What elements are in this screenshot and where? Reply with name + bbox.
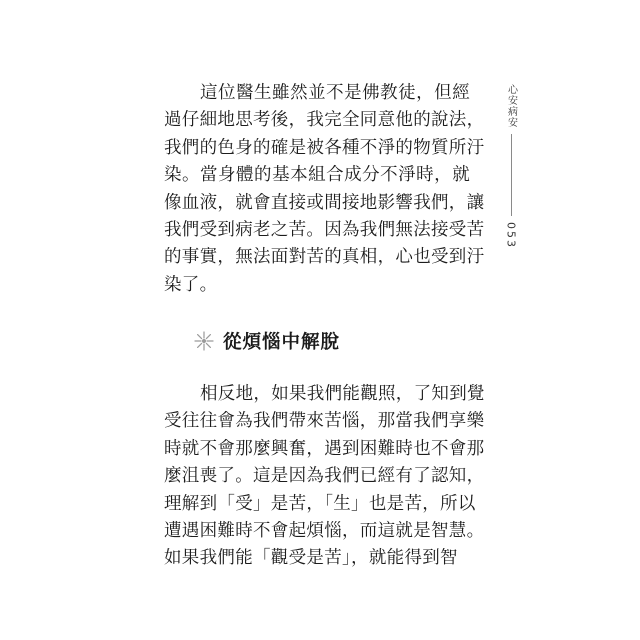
section-heading <box>193 328 340 354</box>
text-line: 如果我們能「觀受是苦」，就能得到智 <box>164 548 458 569</box>
running-header <box>504 84 518 249</box>
text-line: 相反地，如果我們能觀照，了知到覺 <box>200 384 485 404</box>
text-line: 我們受到病老之苦。因為我們無法接受苦 <box>164 219 485 240</box>
text-line: 的事實，無法面對苦的真相，心也受到汙 <box>164 247 485 268</box>
body-paragraph-2 <box>164 381 485 573</box>
text-line: 受往往會為我們帶來苦惱，那當我們享樂 <box>164 411 485 432</box>
book-title: 心安病安 <box>505 84 517 128</box>
text-line: 時就不會那麼興奮，遇到困難時也不會那 <box>164 438 485 459</box>
page-number: 053 <box>504 222 518 249</box>
text-line: 遭遇困難時不會起煩惱，而這就是智慧。 <box>164 520 485 541</box>
text-line: 像血液，就會直接或間接地影響我們，讓 <box>164 192 485 213</box>
divider <box>511 134 512 216</box>
text-line: 過仔細地思考後，我完全同意他的說法， <box>164 110 485 131</box>
section-title: 從煩惱中解脫 <box>223 332 341 353</box>
text-line: 我們的色身的確是被各種不淨的物質所汙 <box>164 137 485 158</box>
text-line: 麼沮喪了。這是因為我們已經有了認知， <box>164 466 485 487</box>
text-line: 這位醫生雖然並不是佛教徒，但經 <box>200 83 470 103</box>
text-line: 理解到「受」是苦，「生」也是苦，所以 <box>164 493 476 514</box>
flower-ornament-icon <box>193 330 215 352</box>
text-line: 染。當身體的基本組合成分不淨時，就 <box>164 165 470 186</box>
body-paragraph-1 <box>164 80 485 299</box>
text-line: 染了。 <box>164 274 218 295</box>
